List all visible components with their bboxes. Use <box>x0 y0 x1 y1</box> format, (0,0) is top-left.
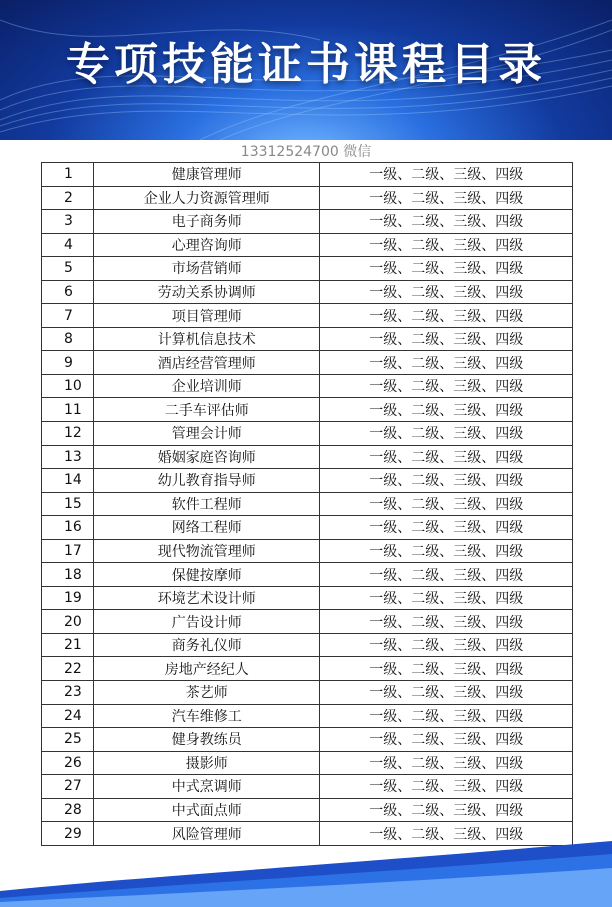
course-name: 现代物流管理师 <box>93 539 320 563</box>
course-name: 环境艺术设计师 <box>93 586 320 610</box>
course-number: 10 <box>42 374 94 398</box>
course-name: 保健按摩师 <box>93 563 320 587</box>
course-number: 4 <box>42 233 94 257</box>
course-number: 5 <box>42 257 94 281</box>
course-number: 20 <box>42 610 94 634</box>
table-row <box>42 539 573 563</box>
course-name: 房地产经纪人 <box>93 657 320 681</box>
course-name: 软件工程师 <box>93 492 320 516</box>
course-levels: 一级、二级、三级、四级 <box>320 516 573 540</box>
course-name: 汽车维修工 <box>93 704 320 728</box>
course-levels: 一级、二级、三级、四级 <box>320 610 573 634</box>
table-row <box>42 257 573 281</box>
table-row <box>42 586 573 610</box>
course-levels: 一级、二级、三级、四级 <box>320 163 573 187</box>
course-name: 摄影师 <box>93 751 320 775</box>
course-number: 25 <box>42 728 94 752</box>
course-number: 14 <box>42 469 94 493</box>
table-row <box>42 516 573 540</box>
table-row <box>42 233 573 257</box>
course-levels: 一级、二级、三级、四级 <box>320 751 573 775</box>
course-name: 电子商务师 <box>93 210 320 234</box>
table-row <box>42 681 573 705</box>
course-levels: 一级、二级、三级、四级 <box>320 233 573 257</box>
course-number: 9 <box>42 351 94 375</box>
course-levels: 一级、二级、三级、四级 <box>320 327 573 351</box>
table-row <box>42 704 573 728</box>
course-levels: 一级、二级、三级、四级 <box>320 398 573 422</box>
table-row <box>42 798 573 822</box>
course-levels: 一级、二级、三级、四级 <box>320 210 573 234</box>
course-levels: 一级、二级、三级、四级 <box>320 657 573 681</box>
course-name: 计算机信息技术 <box>93 327 320 351</box>
table-row <box>42 445 573 469</box>
course-levels: 一级、二级、三级、四级 <box>320 257 573 281</box>
table-row <box>42 469 573 493</box>
course-number: 8 <box>42 327 94 351</box>
course-levels: 一级、二级、三级、四级 <box>320 775 573 799</box>
table-row <box>42 186 573 210</box>
course-levels: 一级、二级、三级、四级 <box>320 539 573 563</box>
course-number: 3 <box>42 210 94 234</box>
course-number: 22 <box>42 657 94 681</box>
course-name: 婚姻家庭咨询师 <box>93 445 320 469</box>
table-row <box>42 327 573 351</box>
course-name: 酒店经营管理师 <box>93 351 320 375</box>
table-row <box>42 351 573 375</box>
table-row <box>42 633 573 657</box>
course-number: 7 <box>42 304 94 328</box>
course-number: 15 <box>42 492 94 516</box>
course-number: 17 <box>42 539 94 563</box>
course-number: 12 <box>42 422 94 446</box>
course-number: 11 <box>42 398 94 422</box>
contact-text: 13312524700 微信 <box>240 144 372 160</box>
footer-wave <box>0 836 612 907</box>
course-name: 企业培训师 <box>93 374 320 398</box>
course-table <box>41 162 573 846</box>
course-name: 市场营销师 <box>93 257 320 281</box>
table-row <box>42 657 573 681</box>
course-name: 健康管理师 <box>93 163 320 187</box>
table-row <box>42 610 573 634</box>
table-row <box>42 563 573 587</box>
table-row <box>42 398 573 422</box>
course-name: 项目管理师 <box>93 304 320 328</box>
course-levels: 一级、二级、三级、四级 <box>320 304 573 328</box>
course-name: 商务礼仪师 <box>93 633 320 657</box>
table-row <box>42 304 573 328</box>
course-name: 心理咨询师 <box>93 233 320 257</box>
course-name: 管理会计师 <box>93 422 320 446</box>
course-levels: 一级、二级、三级、四级 <box>320 492 573 516</box>
course-levels: 一级、二级、三级、四级 <box>320 798 573 822</box>
course-name: 网络工程师 <box>93 516 320 540</box>
header-banner <box>0 0 612 140</box>
course-number: 19 <box>42 586 94 610</box>
table-row <box>42 210 573 234</box>
table-row <box>42 374 573 398</box>
table-row <box>42 280 573 304</box>
course-name: 幼儿教育指导师 <box>93 469 320 493</box>
course-levels: 一级、二级、三级、四级 <box>320 633 573 657</box>
course-name: 企业人力资源管理师 <box>93 186 320 210</box>
table-row <box>42 751 573 775</box>
course-levels: 一级、二级、三级、四级 <box>320 681 573 705</box>
course-number: 23 <box>42 681 94 705</box>
course-levels: 一级、二级、三级、四级 <box>320 728 573 752</box>
table-row <box>42 775 573 799</box>
course-levels: 一级、二级、三级、四级 <box>320 445 573 469</box>
page-title: 专项技能证书课程目录 <box>66 39 546 90</box>
course-levels: 一级、二级、三级、四级 <box>320 563 573 587</box>
course-name: 广告设计师 <box>93 610 320 634</box>
course-name: 二手车评估师 <box>93 398 320 422</box>
table-row <box>42 492 573 516</box>
table-row <box>42 163 573 187</box>
course-levels: 一级、二级、三级、四级 <box>320 704 573 728</box>
table-row <box>42 422 573 446</box>
course-number: 6 <box>42 280 94 304</box>
course-levels: 一级、二级、三级、四级 <box>320 586 573 610</box>
course-number: 16 <box>42 516 94 540</box>
course-name: 中式烹调师 <box>93 775 320 799</box>
course-number: 27 <box>42 775 94 799</box>
course-number: 2 <box>42 186 94 210</box>
course-levels: 一级、二级、三级、四级 <box>320 822 573 846</box>
course-name: 风险管理师 <box>93 822 320 846</box>
course-number: 24 <box>42 704 94 728</box>
course-levels: 一级、二级、三级、四级 <box>320 186 573 210</box>
course-levels: 一级、二级、三级、四级 <box>320 374 573 398</box>
course-number: 13 <box>42 445 94 469</box>
course-name: 茶艺师 <box>93 681 320 705</box>
course-number: 18 <box>42 563 94 587</box>
course-name: 劳动关系协调师 <box>93 280 320 304</box>
course-levels: 一级、二级、三级、四级 <box>320 469 573 493</box>
course-name: 健身教练员 <box>93 728 320 752</box>
course-number: 28 <box>42 798 94 822</box>
course-levels: 一级、二级、三级、四级 <box>320 280 573 304</box>
table-row <box>42 728 573 752</box>
course-number: 21 <box>42 633 94 657</box>
course-number: 29 <box>42 822 94 846</box>
course-levels: 一级、二级、三级、四级 <box>320 351 573 375</box>
course-levels: 一级、二级、三级、四级 <box>320 422 573 446</box>
course-number: 26 <box>42 751 94 775</box>
course-name: 中式面点师 <box>93 798 320 822</box>
course-number: 1 <box>42 163 94 187</box>
